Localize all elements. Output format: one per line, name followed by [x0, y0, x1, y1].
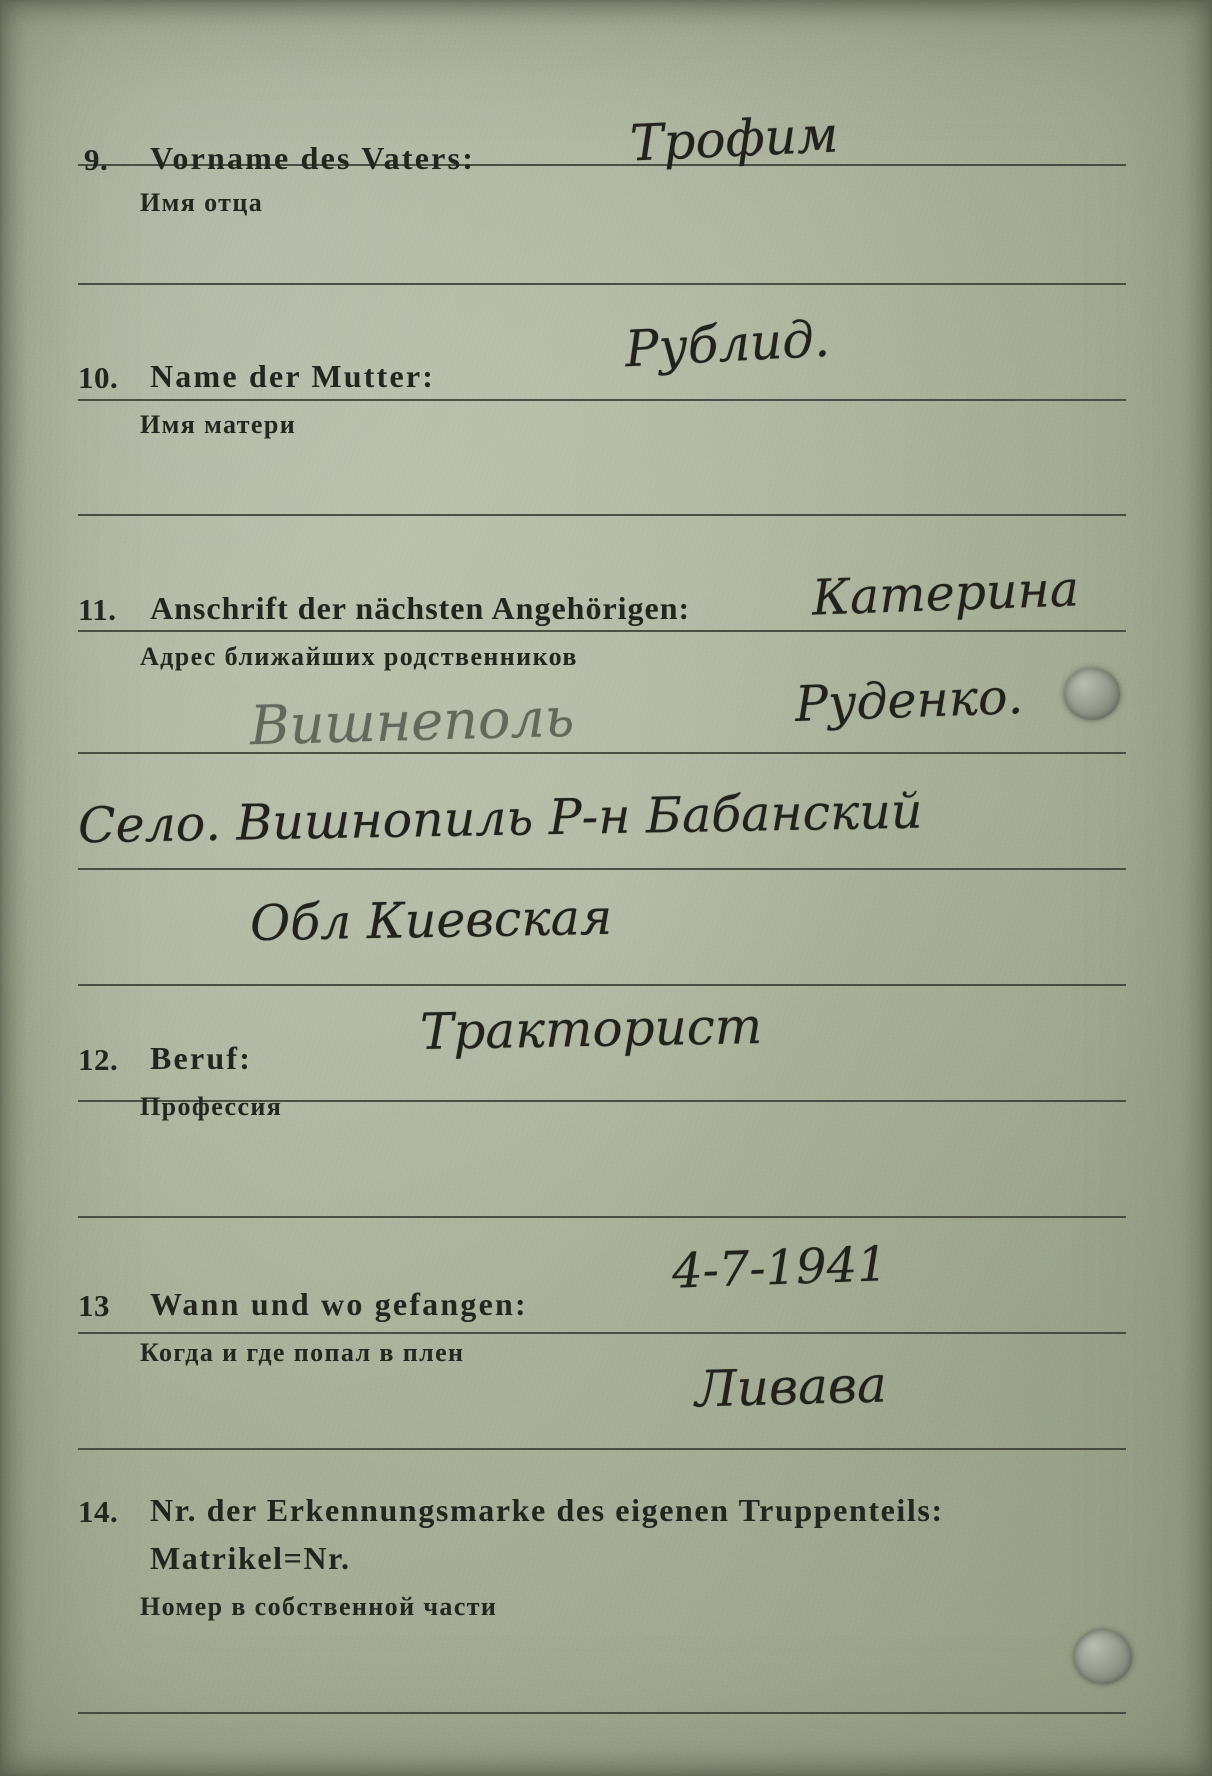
- punch-hole-bottom: [1074, 1630, 1132, 1684]
- punch-hole-top: [1064, 668, 1120, 720]
- field-13-handwriting-place: Ливава: [694, 1355, 888, 1419]
- field-11-handwriting-line-1: Катерина: [811, 560, 1080, 627]
- rule-line: [78, 1448, 1126, 1450]
- field-9-label-de: Vorname des Vaters:: [150, 140, 476, 176]
- rule-line: [78, 752, 1126, 754]
- field-11-handwriting-line-4: Обл Киевская: [249, 888, 613, 953]
- field-11-handwriting-line-3: Село. Вишнопиль Р-н Бабанский: [77, 782, 923, 855]
- rule-line: [78, 283, 1126, 285]
- field-10-handwriting: Рублид.: [623, 309, 832, 379]
- rule-line: [78, 1216, 1126, 1218]
- rule-line: [78, 399, 1126, 401]
- field-9-label-ru: Имя отца: [140, 188, 264, 217]
- field-14-label-ru: Номер в собственной части: [140, 1592, 498, 1621]
- field-14-label-de-second: Matrikel=Nr.: [150, 1540, 351, 1576]
- field-10-label-de: Name der Mutter:: [150, 358, 436, 394]
- rule-line: [78, 868, 1126, 870]
- field-13-handwriting-date: 4-7-1941: [671, 1236, 889, 1300]
- field-11-handwriting-line-2: Руденко.: [794, 668, 1024, 733]
- field-9-number: 9.: [84, 142, 109, 177]
- rule-line: [78, 1332, 1126, 1334]
- rule-line: [78, 984, 1126, 986]
- field-10-label-ru: Имя матери: [140, 410, 297, 439]
- field-13-label-de: Wann und wo gefangen:: [150, 1286, 528, 1322]
- field-12-handwriting: Тракторист: [419, 997, 763, 1061]
- field-11-handwriting-struckthrough: Вишнеполь: [249, 685, 575, 758]
- field-12-number: 12.: [78, 1042, 119, 1077]
- field-10-number: 10.: [78, 360, 119, 395]
- field-12-label-de: Beruf:: [150, 1040, 253, 1076]
- field-11-label-de: Anschrift der nächsten Angehörigen:: [150, 590, 691, 626]
- field-12-label-ru: Профессия: [140, 1092, 283, 1121]
- field-9-handwriting: Трофим: [628, 105, 840, 173]
- rule-line: [78, 514, 1126, 516]
- field-11-label-ru: Адрес ближайших родственников: [140, 642, 578, 671]
- field-14-number: 14.: [78, 1494, 119, 1529]
- field-11-number: 11.: [78, 592, 117, 627]
- rule-line: [78, 630, 1126, 632]
- field-14-label-de: Nr. der Erkennungsmarke des eigenen Truppenteils:: [150, 1492, 944, 1528]
- field-13-number: 13: [78, 1288, 110, 1323]
- rule-line: [78, 1712, 1126, 1714]
- field-13-label-ru: Когда и где попал в плен: [140, 1338, 465, 1367]
